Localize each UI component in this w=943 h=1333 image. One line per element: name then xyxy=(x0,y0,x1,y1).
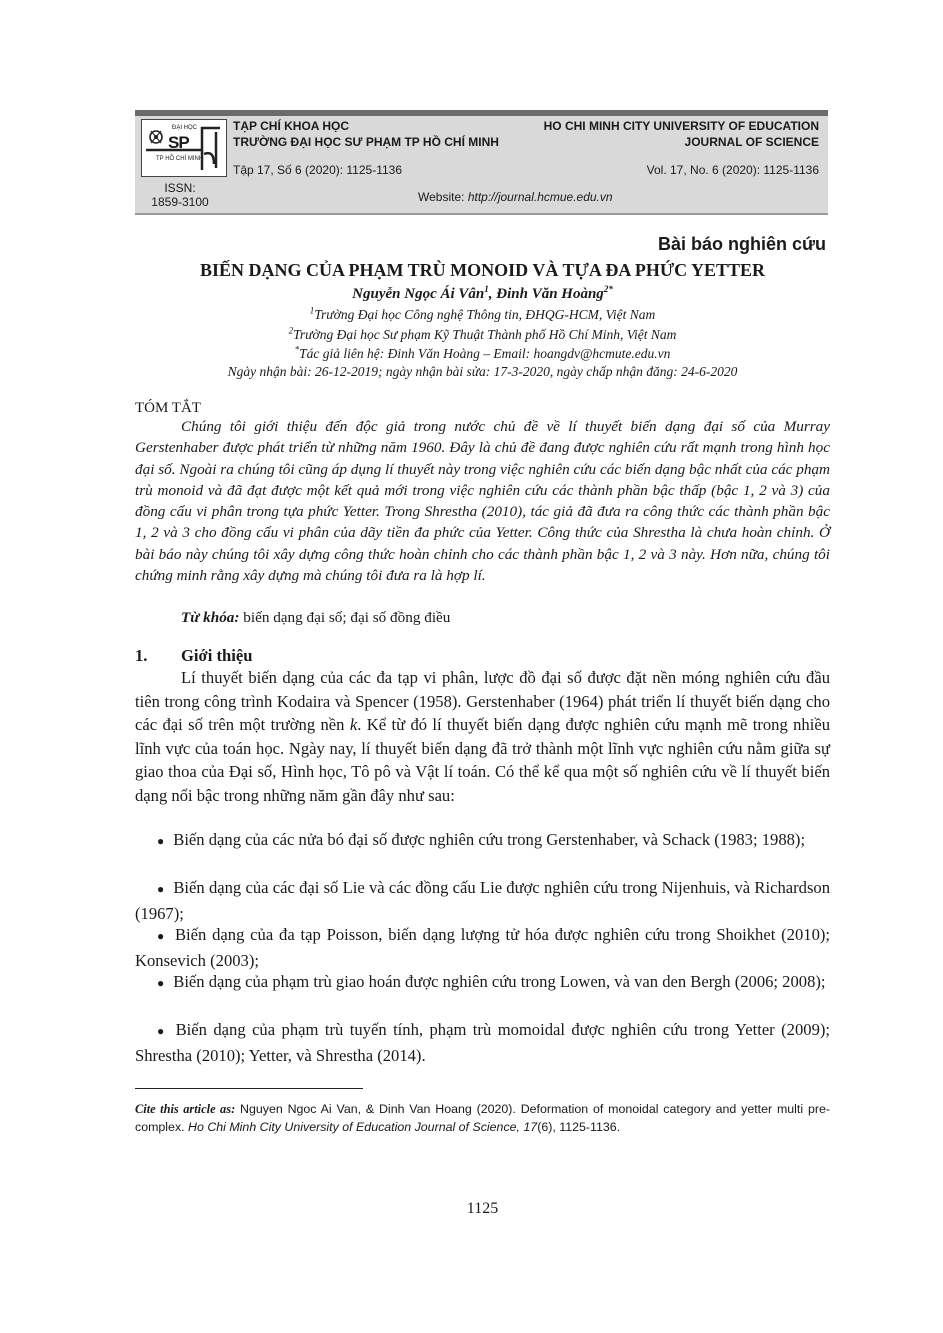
list-item: ● Biến dạng của các đại số Lie và các đồng cấu Lie được nghiên cứu trong Nijenhuis, và Richardson (1967); xyxy=(135,878,830,923)
submission-dates: Ngày nhận bài: 26-12-2019; ngày nhận bài sửa: 17-3-2020, ngày chấp nhận đăng: 24-6-2020 xyxy=(227,364,738,379)
logo-top-text: ĐẠI HỌC xyxy=(172,125,198,131)
issn-label: ISSN: xyxy=(164,181,196,195)
header-top-bar xyxy=(135,110,828,116)
logo-letters: SP xyxy=(168,133,189,152)
list-item: ● Biến dạng của phạm trù tuyến tính, phạm trù momoidal được nghiên cứu trong Yetter (2009); Shrestha (2010); Yetter, và Shrestha (2014). xyxy=(135,1020,831,1065)
keywords xyxy=(181,609,450,627)
university-logo xyxy=(141,119,227,177)
website-label: Website: xyxy=(418,190,465,204)
affiliation-1: $^1$Trường Đại học Công nghệ Thông tin, ĐHQG-HCM, Việt Nam xyxy=(309,305,656,322)
website-line xyxy=(418,189,613,205)
journal-name-en-line1: HO CHI MINH CITY UNIVERSITY OF EDUCATION xyxy=(543,119,819,133)
author-1: Nguyễn Ngọc Ái Vân xyxy=(352,286,485,302)
journal-name-en-line2: JOURNAL OF SCIENCE xyxy=(684,135,819,149)
issue-info-en: Vol. 17, No. 6 (2020): 1125-1136 xyxy=(646,163,819,177)
bullet-icon: ● xyxy=(157,834,165,848)
journal-name-vi-line2: TRƯỜNG ĐẠI HỌC SƯ PHẠM TP HỒ CHÍ MINH xyxy=(233,135,499,149)
website-link[interactable]: http://journal.hcmue.edu.vn xyxy=(467,190,613,204)
bullet-icon: ● xyxy=(157,976,165,990)
bullet-icon: ● xyxy=(157,1024,167,1038)
abstract-heading: TÓM TẮT xyxy=(135,400,201,416)
keywords-label: Từ khóa: xyxy=(181,609,240,626)
article-title: BIẾN DẠNG CỦA PHẠM TRÙ MONOID VÀ TỰA ĐA PHỨC YETTER xyxy=(199,260,766,280)
journal-name-vi-line1: TẠP CHÍ KHOA HỌC xyxy=(233,119,350,133)
header-bottom-rule xyxy=(135,213,828,215)
list-item: ● Biến dạng của phạm trù giao hoán được nghiên cứu trong Lowen, và van den Bergh (2006; 2008); xyxy=(157,972,826,991)
bullet-icon: ● xyxy=(157,929,166,943)
bullet-icon: ● xyxy=(157,882,165,896)
affiliation-2: $^2$Trường Đại học Sư phạm Kỹ Thuật Thành phố Hồ Chí Minh, Việt Nam xyxy=(288,325,677,342)
corresponding-author: *Tác giả liên hệ: Đinh Văn Hoàng – Email: hoangdv@hcmute.edu.vn xyxy=(294,344,671,361)
article-type: Bài báo nghiên cứu xyxy=(657,234,826,254)
list-item: ● Biến dạng của đa tạp Poisson, biến dạng lượng tử hóa được nghiên cứu trong Shoikhet (2010); Konsevich (2003); xyxy=(135,925,831,970)
logo-bottom-text: TP HỒ CHÍ MINH xyxy=(156,156,204,162)
section-title: Giới thiệu xyxy=(181,646,253,665)
issue-info-vi: Tập 17, Số 6 (2020): 1125-1136 xyxy=(233,163,403,177)
issn-value: 1859-3100 xyxy=(151,195,209,209)
page-number: 1125 xyxy=(466,1200,499,1217)
list-item: ● Biến dạng của các nửa bó đại số được nghiên cứu trong Gerstenhaber, và Schack (1983; 1988); xyxy=(157,830,806,849)
author-2: Đinh Văn Hoàng xyxy=(496,286,604,302)
section-number: 1. xyxy=(135,646,148,665)
keywords-value: biến dạng đại số; đại số đồng điều xyxy=(239,609,451,626)
intro-paragraph: Lí thuyết biến dạng của các đa tạp vi phân, lược đồ đại số được đặt nền móng nghiên cứu đầu tiên trong công trình Kodaira và Spencer (1958). Gerstenhaber (1964) phát triển lí thuyết biến dạng cho các đại số trên một trường nền k. Kể từ đó lí thuyết biến dạng được nghiên cứu mạnh mẽ trong nhiều lĩnh vực của toán học. Ngày nay, lí thuyết biến dạng đã trở thành một lĩnh vực nghiên cứu nằm giữa sự giao thoa của Đại số, Hình học, Tô pô và Vật lí toán. Có thể kể qua một số nghiên cứu về lí thuyết biến dạng nổi bậc trong những năm gần đây như sau: xyxy=(135,668,831,805)
authors: Nguyễn Ngọc Ái Vân$^1$, Đinh Văn Hoàng$^{2*}$ xyxy=(352,284,613,302)
citation-footnote: Cite this article as: Nguyen Ngoc Ai Van, & Dinh Van Hoang (2020). Deformation of monoidal category and yetter multi pre-complex. Ho Chi Minh City University of Education Journal of Science, 17(6), 1125-1136. xyxy=(135,1102,830,1134)
citation-label: Cite this article as: xyxy=(135,1102,236,1116)
footnote-rule xyxy=(135,1088,363,1089)
abstract-text: Chúng tôi giới thiệu đến độc giả trong nước chủ đề về lí thuyết biến dạng đại số của Murray Gerstenhaber được phát triển từ những năm 1960. Đây là chủ đề đang được nghiên cứu rất mạnh trong hình học đại số. Ngoài ra chúng tôi cũng áp dụng lí thuyết này trong việc nghiên cứu các biến dạng bậc nhất của các phạm trù monoid và đã đạt được một kết quả mới trong việc nghiên cứu các thành phần bậc thấp (bậc 1, 2 và 3) của đồng cấu vi phân trong tựa phức Yetter. Trong Shrestha (2010), tác giả đã đưa ra công thức các thành phần bậc 1, 2 và 3 cho đồng cấu vi phân của dãy tiền đa phức của Yetter. Công thức của Shrestha là chưa hoàn chỉnh. Ở bài báo này chúng tôi xây dựng công thức hoàn chỉnh cho các thành phần bậc 1, 2 và 3 này. Hơn nữa, chúng tôi chứng minh rằng xây dựng mà chúng tôi đưa ra là hợp lí. xyxy=(135,418,830,585)
